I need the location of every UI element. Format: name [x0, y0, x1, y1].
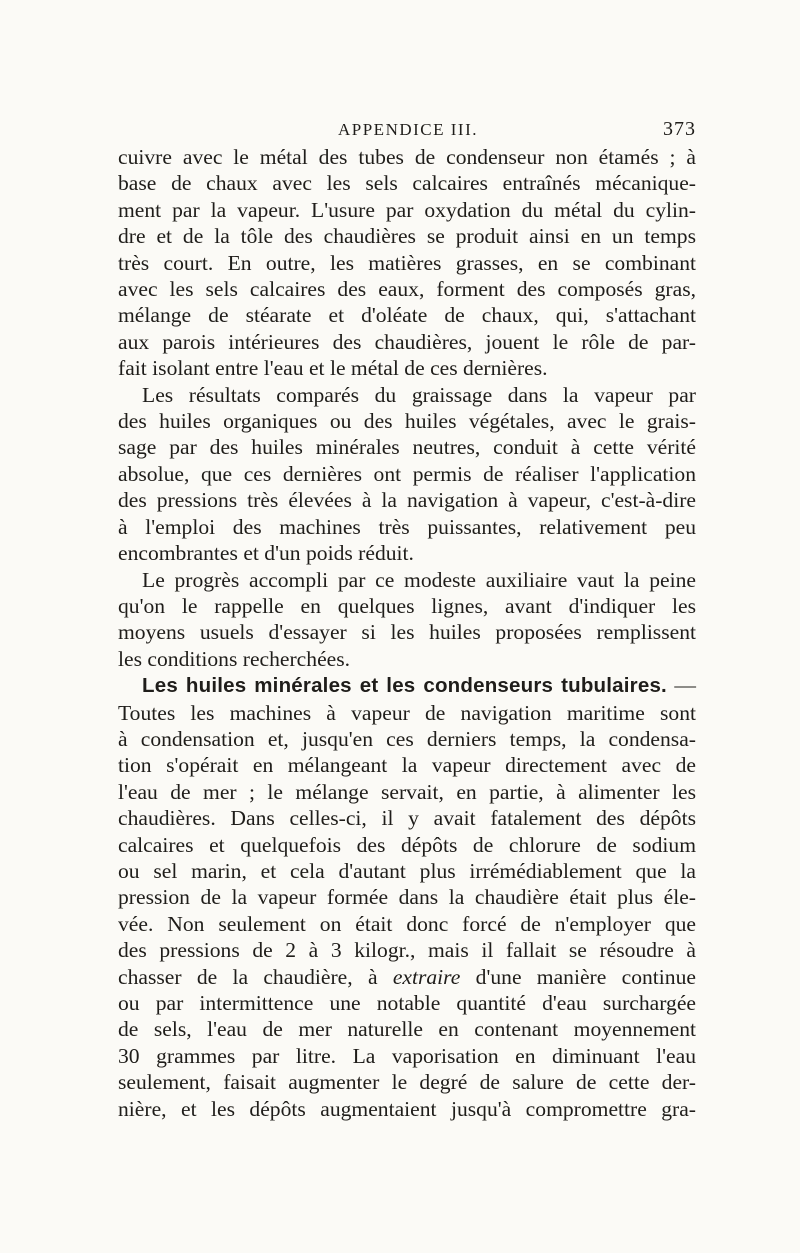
running-header — [118, 114, 696, 144]
text-line: sage par des huiles minérales neutres, conduit à cette vérité — [118, 435, 696, 460]
text-line: encombrantes et d'un poids réduit. — [118, 541, 414, 566]
text-line: dre et de la tôle des chaudières se produit ainsi en un temps — [118, 224, 696, 249]
text-line: base de chaux avec les sels calcaires entraînés mécanique- — [118, 171, 696, 196]
text-line: pression de la vapeur formée dans la chaudière était plus éle- — [118, 885, 696, 910]
text-line: qu'on le rappelle en quelques lignes, avant d'indiquer les — [118, 593, 696, 618]
text-line: de sels, l'eau de mer naturelle en contenant moyennement — [118, 1017, 696, 1042]
book-page — [118, 114, 696, 1122]
paragraph-3 — [118, 567, 696, 673]
section-heading-line — [118, 672, 696, 699]
section-condenseurs — [118, 672, 696, 1122]
text-line: absolue, que ces dernières ont permis de réaliser l'application — [118, 461, 696, 486]
text-line: des pressions de 2 à 3 kilogr., mais il fallait se résoudre à — [118, 938, 696, 963]
text-fragment: d'une manière continue — [475, 964, 696, 989]
text-line: Le progrès accompli par ce modeste auxiliaire vaut la peine — [142, 567, 696, 592]
text-line: moyens usuels d'essayer si les huiles proposées remplissent — [118, 620, 696, 645]
page-number: 373 — [663, 118, 696, 140]
text-line: Toutes les machines à vapeur de navigation maritime sont — [118, 700, 696, 725]
text-line: calcaires et quelquefois des dépôts de chlorure de sodium — [118, 832, 696, 857]
text-line: ou par intermittence une notable quantité d'eau surchargée — [118, 991, 696, 1015]
text-line: les conditions recherchées. — [118, 646, 351, 671]
text-line: vée. Non seulement on était donc forcé de n'employer que — [118, 911, 696, 936]
text-line: Les résultats comparés du graissage dans la vapeur par — [142, 382, 696, 407]
running-title: APPENDICE III. — [338, 120, 478, 139]
text-line: nière, et les dépôts augmentaient jusqu'à compromettre gra- — [118, 1096, 696, 1121]
text-line: ment par la vapeur. L'usure par oxydation du métal du cylin- — [118, 197, 696, 222]
text-line: des pressions très élevées à la navigation à vapeur, c'est-à-dire — [118, 488, 696, 513]
text-line: avec les sels calcaires des eaux, forment des composés gras, — [118, 277, 696, 302]
text-line: aux parois intérieures des chaudières, jouent le rôle de par- — [118, 329, 696, 354]
text-line: fait isolant entre l'eau et le métal de ces dernières. — [118, 356, 548, 381]
paragraph-1 — [118, 144, 696, 382]
text-line: très court. En outre, les matières grasses, en se combinant — [118, 250, 696, 275]
text-line: à l'emploi des machines très puissantes, relativement peu — [118, 514, 696, 539]
text-line: cuivre avec le métal des tubes de condenseur non étamés ; à — [118, 145, 696, 169]
paragraph-2 — [118, 382, 696, 567]
em-dash: — — [674, 673, 696, 698]
text-line: mélange de stéarate et d'oléate de chaux, qui, s'attachant — [118, 303, 696, 328]
text-line: seulement, faisait augmenter le degré de salure de cette der- — [118, 1070, 696, 1095]
italic-word: extraire — [392, 964, 461, 989]
text-line: 30 grammes par litre. La vaporisation en diminuant l'eau — [118, 1043, 696, 1068]
section-heading: Les huiles minérales et les condenseurs tubulaires. — [142, 674, 667, 698]
page-body — [118, 144, 696, 1122]
text-line: à condensation et, jusqu'en ces derniers temps, la condensa- — [118, 726, 696, 751]
text-line: chaudières. Dans celles-ci, il y avait fatalement des dépôts — [118, 806, 696, 831]
text-fragment: chasser de la chaudière, à — [118, 964, 378, 989]
text-line: tion s'opérait en mélangeant la vapeur directement avec de — [118, 753, 696, 778]
text-line: ou sel marin, et cela d'autant plus irrémédiablement que la — [118, 858, 696, 883]
text-line-with-italic — [118, 964, 696, 990]
text-line: des huiles organiques ou des huiles végétales, avec le grais- — [118, 409, 696, 434]
text-line: l'eau de mer ; le mélange servait, en partie, à alimenter les — [118, 779, 696, 804]
